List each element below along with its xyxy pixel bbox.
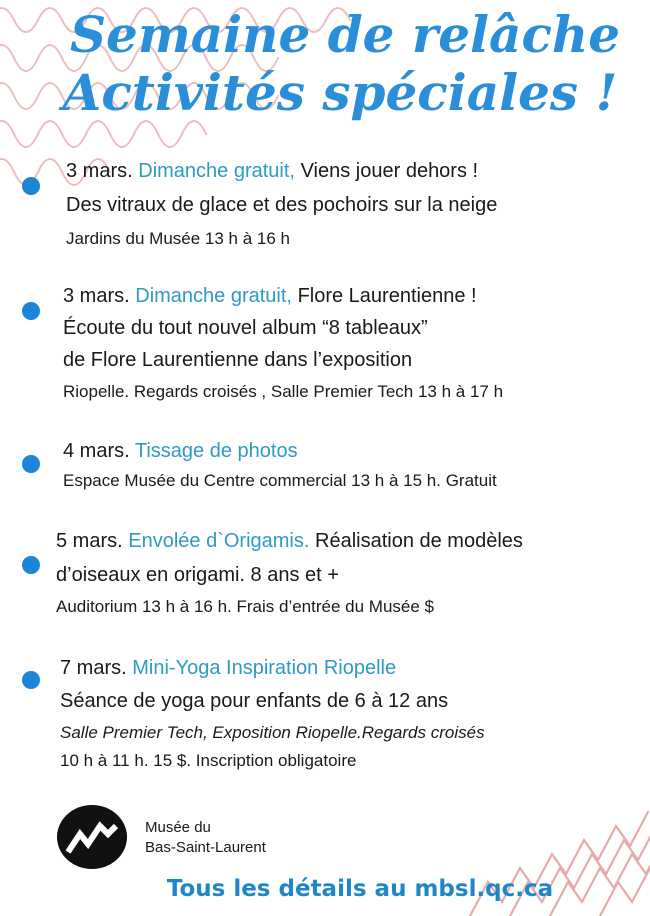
title-line-2: Activités spéciales ! xyxy=(62,63,618,122)
event-highlight: Envolée d`Origamis. xyxy=(128,530,310,552)
museum-wave-logo-icon xyxy=(56,804,128,870)
event-headline xyxy=(60,657,396,680)
museum-name-line-1: Musée du xyxy=(145,819,211,836)
event-location-time: Auditorium 13 h à 16 h. Frais d’entrée du Musée $ xyxy=(56,597,434,616)
page-title xyxy=(0,6,650,122)
bullet-dot-icon xyxy=(22,302,40,320)
event-time-price: 10 h à 11 h. 15 $. Inscription obligatoire xyxy=(60,751,357,770)
event-highlight: Dimanche gratuit, xyxy=(138,160,295,182)
event-date: 7 mars. xyxy=(60,657,127,679)
event-date: 5 mars. xyxy=(56,530,123,552)
event-location: Salle Premier Tech, Exposition Riopelle.Regards croisés xyxy=(60,723,485,742)
bullet-dot-icon xyxy=(22,177,40,195)
bullet-dot-icon xyxy=(22,671,40,689)
event-description: Écoute du tout nouvel album “8 tableaux” xyxy=(63,317,428,339)
event-description: de Flore Laurentienne dans l’exposition xyxy=(63,349,413,371)
event-highlight: Mini-Yoga Inspiration Riopelle xyxy=(132,657,397,679)
event-description: Séance de yoga pour enfants de 6 à 12 ans xyxy=(60,690,449,712)
event-location-time: Jardins du Musée 13 h à 16 h xyxy=(66,229,290,248)
event-headline-rest: Flore Laurentienne ! xyxy=(297,285,477,307)
event-date: 3 mars. xyxy=(63,285,130,307)
event-location-time: Espace Musée du Centre commercial 13 h à 15 h. Gratuit xyxy=(63,471,497,490)
event-headline xyxy=(63,285,477,308)
event-highlight: Tissage de photos xyxy=(134,440,298,462)
museum-name-line-2: Bas-Saint-Laurent xyxy=(145,839,266,856)
event-date: 4 mars. xyxy=(63,440,130,462)
event-headline xyxy=(63,440,298,463)
bullet-dot-icon xyxy=(22,556,40,574)
museum-name xyxy=(145,818,266,858)
event-location-time: Riopelle. Regards croisés , Salle Premier Tech 13 h à 17 h xyxy=(63,382,504,401)
event-date: 3 mars. xyxy=(66,160,133,182)
event-headline-rest: Viens jouer dehors ! xyxy=(300,160,479,182)
event-description: Des vitraux de glace et des pochoirs sur la neige xyxy=(66,194,498,216)
event-highlight: Dimanche gratuit, xyxy=(135,285,292,307)
title-line-1: Semaine de relâche xyxy=(69,5,621,64)
event-headline xyxy=(66,160,478,183)
event-description: d’oiseaux en origami. 8 ans et + xyxy=(56,564,339,586)
bullet-dot-icon xyxy=(22,455,40,473)
event-headline-rest: Réalisation de modèles xyxy=(315,530,523,552)
website-link[interactable]: Tous les détails au mbsl.qc.ca xyxy=(166,876,554,902)
event-headline xyxy=(56,530,523,553)
